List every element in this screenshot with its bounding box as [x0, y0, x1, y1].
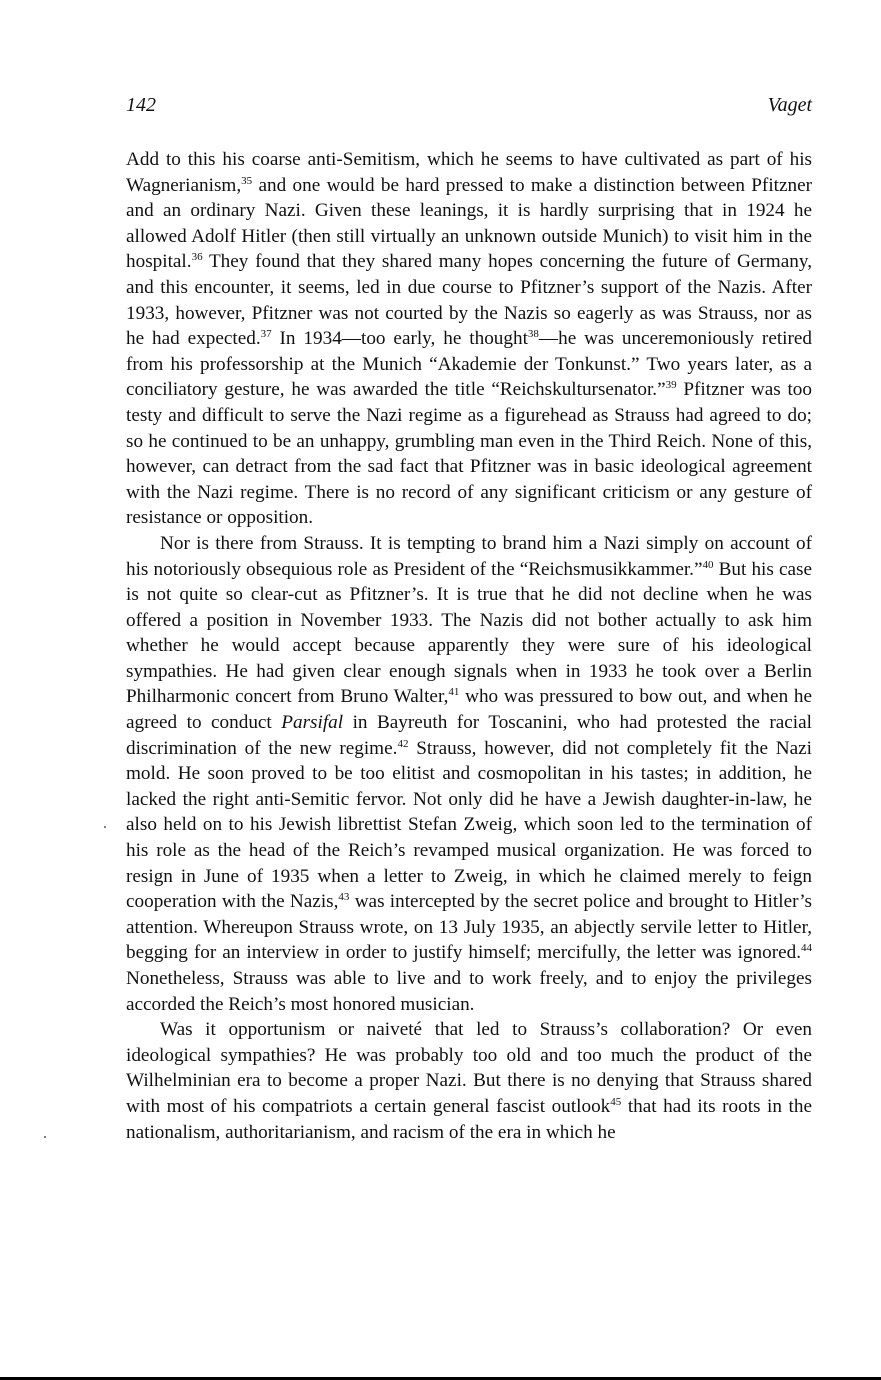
text-run: that had its roots in the nationalism, authoritarianism, and racism of the era in which he	[126, 1095, 812, 1143]
italic-title: Parsifal	[281, 712, 344, 734]
paragraph-3	[126, 1017, 812, 1145]
paragraph-1	[126, 147, 812, 531]
running-head: Vaget	[767, 94, 812, 116]
text-run: Add to this his coarse anti-Semitism, which he seems to have cultivated as part of his Wagnerianism,	[126, 149, 812, 196]
footnote-ref: 42	[397, 737, 409, 750]
page-number: 142	[126, 94, 156, 116]
footnote-ref: 39	[665, 379, 677, 392]
footnote-ref: 40	[702, 558, 714, 571]
text-run: Pfitzner was too testy and difficult to serve the Nazi regime as a figurehead as Strauss had agreed to do; so he continued to be an unhappy, grumbling man even in the Third Reich. None of this, however, can detract from the sad fact that Pfitzner was in basic ideological agreement with the Nazi regime. There is no record of any significant criticism or any gesture of resistance or opposition.	[126, 379, 812, 529]
text-run: who was pressured to bow out, and when he agreed to conduct	[126, 686, 812, 734]
text-run: But his case is not quite so clear-cut as Pfitzner’s. It is true that he did not decline when he was offered a position in November 1933. The Nazis did not bother actually to ask him whether he would accept because apparently they were sure of his ideological sympathies. He had given clear enough signals when in 1933 he took over a Berlin Philharmonic concert from Bruno Walter,	[126, 558, 812, 708]
text-run: In 1934—too early, he thought	[271, 328, 528, 350]
text-run: and one would be hard pressed to make a distinction between Pfitzner and an ordinary Nazi. Given these leanings, it is hardly surprising that in 1924 he allowed Adolf Hitler (then still virtually an unknown outside Munich) to visit him in the hospital.	[126, 174, 812, 273]
body-text	[126, 147, 812, 1145]
scan-speck	[104, 826, 106, 828]
footnote-ref: 36	[191, 251, 203, 264]
footnote-ref: 35	[241, 174, 253, 187]
footnote-ref: 37	[260, 328, 272, 341]
text-run: in Bayreuth for Toscanini, who had protested the racial discrimination of the new regime.	[126, 712, 812, 759]
footnote-ref: 43	[338, 891, 350, 904]
text-run: Nonetheless, Strauss was able to live and to work freely, and to enjoy the privileges accorded the Reich’s most honored musician.	[126, 968, 812, 1015]
text-run: was intercepted by the secret police and brought to Hitler’s attention. Whereupon Strauss wrote, on 13 July 1935, an abjectly servile letter to Hitler, begging for an interview in order to justify himself; mercifully, the letter was ignored.	[126, 891, 813, 964]
text-run: Strauss, however, did not completely fit the Nazi mold. He soon proved to be too elitist and cosmopolitan in his tastes; in addition, he lacked the right anti-Semitic fervor. Not only did he have a Jewish daughter-in-law, he also held on to his Jewish librettist Stefan Zweig, which soon led to the termination of his role as the head of the Reich’s revamped musical organization. He was forced to resign in June of 1935 when a letter to Zweig, in which he claimed merely to feign cooperation with the Nazis,	[126, 737, 812, 913]
scan-speck	[44, 1136, 46, 1138]
text-run: They found that they shared many hopes concerning the future of Germany, and this encounter, it seems, led in due course to Pfitzner’s support of the Nazis. After 1933, however, Pfitzner was not courted by the Nazis so eagerly as was Strauss, nor as he had expected.	[126, 251, 812, 350]
text-run: Was it opportunism or naiveté that led to Strauss’s collaboration? Or even ideological sympathies? He was probably too old and too much the product of the Wilhelminian era to become a proper Nazi. But there is no denying that Strauss shared with most of his compatriots a certain general fascist outlook	[126, 1019, 812, 1117]
text-run: —he was unceremoniously retired from his professorship at the Munich “Akademie der Tonkunst.” Two years later, as a conciliatory gesture, he was awarded the title “Reichskultursenator.”	[126, 328, 813, 401]
footnote-ref: 45	[610, 1095, 622, 1108]
footnote-ref: 44	[801, 942, 812, 955]
text-run: Nor is there from Strauss. It is tempting to brand him a Nazi simply on account of his notoriously obsequious role as President of the “Reichsmusikkammer.”	[126, 532, 812, 580]
footnote-ref: 41	[448, 686, 460, 699]
footnote-ref: 38	[527, 328, 539, 341]
paragraph-2	[126, 531, 812, 1017]
page-header	[126, 94, 812, 124]
